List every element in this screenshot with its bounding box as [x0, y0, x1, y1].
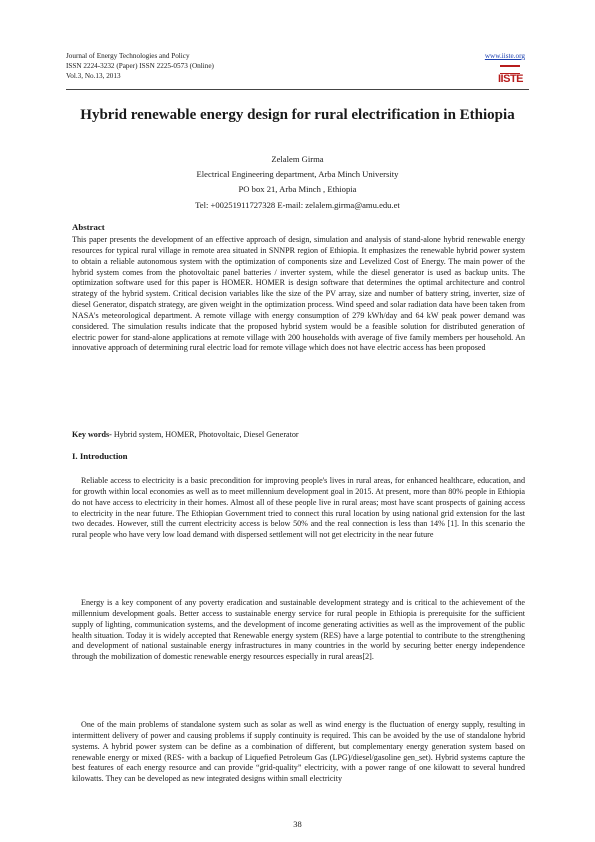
keywords-label: Key words-	[72, 430, 112, 439]
page-number: 38	[293, 819, 302, 829]
abstract-heading: Abstract	[72, 222, 105, 232]
website-link[interactable]: www.iiste.org	[484, 52, 525, 60]
intro-paragraph-2: Energy is a key component of any poverty eradication and sustainable development strategy and is critical to the achievement of the millennium development goals. Better access to sustainable energy service for rural people in Ethiopia is prerequisite for the sufficient supply of lighting, communication systems, and the development of income generating activities as well as the improvement of the public health situation. Today it is widely accepted that Renewable energy system (RES) have a large potential to contribute to the strengthening and development of national sustainable energy infrastructures in many countries in the world by securing better energy independence through the mobilization of domestic renewable energy resources especially in rural areas[2].	[72, 598, 525, 662]
author-contact: Tel: +00251911727328 E-mail: zelalem.girma@amu.edu.et	[195, 200, 400, 210]
keywords	[72, 430, 525, 441]
volume-line: Vol.3, No.13, 2013	[66, 72, 121, 80]
journal-name: Journal of Energy Technologies and Policy	[66, 52, 190, 60]
issn-line: ISSN 2224-3232 (Paper) ISSN 2225-0573 (Online)	[66, 62, 214, 70]
abstract-text: This paper presents the development of an effective approach of design, simulation and analysis of stand-alone hybrid renewable energy resources for typical rural village in remote area situated in SNNPR region of Ethiopia. It emphasizes the renewable hybrid power system to obtain a reliable autonomous system with the optimization of components size and Levelized Cost of Energy. The main power of the hybrid system comes from the photovoltaic panel batteries / inverter system, while the diesel generator is used as backup units. The optimization software used for this paper is HOMER. HOMER is design software that determines the optimal architecture and control strategy of the hybrid system. Critical decision variables like the size of the PV array, size and number of battery string, inverter, size of diesel Generator, dispatch strategy, are given weight in the optimization process. Wind speed and solar radiation data have been taken from NASA's meteorological department. A remote village with energy consumption of 279 kWh/day and 64 kW peak power demand was considered. The simulation results indicate that the proposed hybrid system would be a feasible solution for distributed generation of electric power for stand-alone applications at remote village with 200 households with average of five family members per household. An innovative approach of determining rural electric load for remote village which does not have electric access has been proposed	[72, 235, 525, 353]
journal-logo	[497, 63, 523, 85]
author-department: Electrical Engineering department, Arba Minch University	[196, 169, 399, 179]
intro-paragraph-3: One of the main problems of standalone system such as solar as well as wind energy is the fluctuation of energy supply, resulting in intermittent delivery of power and causing problems if supply continuity is required. This can be avoided by the use of standalone hybrid systems. A hybrid power system can be define as a combination of different, but complementary energy generation system based on renewable energy or mixed (RES- with a backup of Liquefied Petroleum Gas (LPG)/diesel/gasoline gen_set). Hybrid systems capture the best features of each energy resource and can provide “grid-quality” electricity, with a power range of one kilowatt to several hundred kilowatts. They can be developed as new integrated designs within small electricity	[72, 720, 525, 784]
paper-title: Hybrid renewable energy design for rural electrification in Ethiopia	[80, 107, 515, 123]
intro-paragraph-1: Reliable access to electricity is a basic precondition for improving people's lives in rural areas, for enhanced healthcare, education, and for growth within local economies as well as to meet millennium development goal in 2015. At present, more than 80% people in Ethiopia do not have access to electricity in their homes. Almost all of these people live in rural areas; most have scant prospects of gaining access to electricity in the near future. The Ethiopian Government tried to connect this rural location by using national grid extension for the last two decades. However, still the current electricity access is below 50% and the real connection is less than 14% [1]. In this scenario the rural people who have very low load demand with dispersed settlement will not get electricity in the near future	[72, 476, 525, 540]
header-rule	[66, 89, 529, 90]
author-address: PO box 21, Arba Minch , Ethiopia	[238, 184, 357, 194]
keywords-text: Hybrid system, HOMER, Photovoltaic, Diesel Generator	[111, 430, 299, 439]
author-name: Zelalem Girma	[271, 154, 324, 164]
logo-text: IISTE	[498, 73, 524, 85]
intro-heading: I. Introduction	[72, 451, 128, 461]
